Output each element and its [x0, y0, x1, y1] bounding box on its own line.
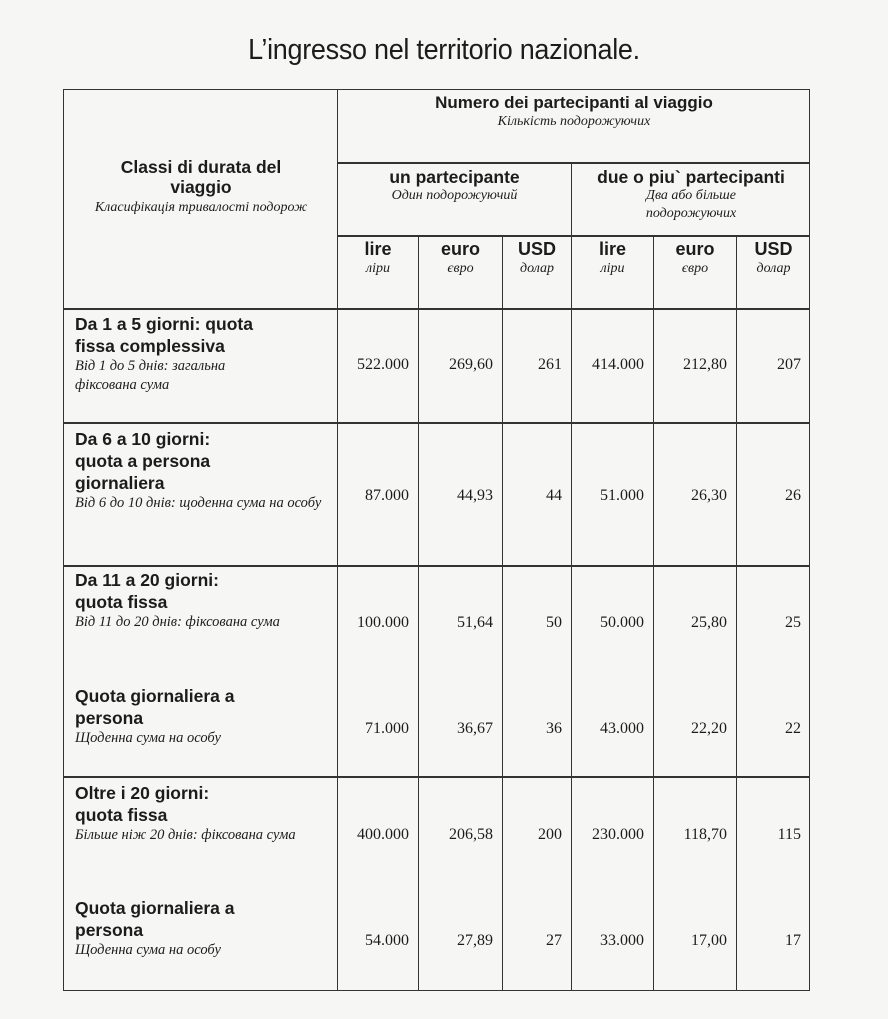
currency-label-uk: ліри	[366, 261, 390, 276]
column-divider	[653, 235, 654, 991]
value-cell: 25	[785, 614, 801, 631]
column-divider	[736, 235, 737, 991]
currency-header	[419, 238, 502, 278]
value-cell: 51,64	[457, 614, 493, 631]
value-cell: 212,80	[683, 356, 727, 373]
row-label-it: Da 1 a 5 giorni: quota fissa complessiva	[75, 314, 253, 356]
value-cell: 22	[785, 720, 801, 737]
row-label-it: Da 11 a 20 giorni: quota fissa	[75, 570, 219, 612]
value-cell: 87.000	[365, 487, 409, 504]
value-cell: 261	[538, 356, 562, 373]
currency-header	[338, 238, 418, 278]
value-cell: 71.000	[365, 720, 409, 737]
row-label-header-it: Classi di durata del viaggio	[120, 157, 282, 197]
row-divider	[337, 235, 810, 237]
currency-label-uk: долар	[756, 261, 791, 276]
value-cell: 50	[546, 614, 562, 631]
row-divider	[63, 422, 810, 424]
currency-header	[737, 238, 810, 278]
row-divider	[63, 776, 810, 778]
currency-label-it: USD	[517, 239, 556, 259]
row-divider	[337, 162, 810, 164]
currency-label-it: euro	[675, 239, 715, 259]
value-cell: 230.000	[592, 826, 644, 843]
subgroup-label-it: due o piu` partecipanti	[597, 167, 785, 187]
value-cell: 269,60	[449, 356, 493, 373]
currency-header	[654, 238, 736, 278]
column-divider	[502, 235, 503, 991]
value-cell: 26,30	[691, 487, 727, 504]
column-divider	[337, 89, 338, 991]
value-cell: 25,80	[691, 614, 727, 631]
value-cell: 118,70	[683, 826, 727, 843]
row-divider	[63, 308, 810, 310]
row-label	[75, 897, 335, 960]
row-label-it: Quota giornaliera a persona	[75, 898, 235, 940]
value-cell: 27	[546, 932, 562, 949]
value-cell: 43.000	[600, 720, 644, 737]
value-cell: 206,58	[449, 826, 493, 843]
subgroup-label-uk: Два або більше подорожуючих	[645, 188, 737, 221]
page-title: L’ingresso nel territorio nazionale.	[248, 34, 640, 66]
currency-label-it: lire	[598, 239, 627, 259]
subgroup-two-or-more	[572, 167, 810, 223]
value-cell: 522.000	[357, 356, 409, 373]
value-cell: 44	[546, 487, 562, 504]
column-divider	[418, 235, 419, 991]
value-cell: 36,67	[457, 720, 493, 737]
value-cell: 26	[785, 487, 801, 504]
currency-header	[503, 238, 571, 278]
participants-header	[338, 93, 810, 131]
value-cell: 33.000	[600, 932, 644, 949]
value-cell: 50.000	[600, 614, 644, 631]
value-cell: 100.000	[357, 614, 409, 631]
row-label	[75, 782, 335, 845]
value-cell: 200	[538, 826, 562, 843]
currency-label-uk: ліри	[600, 261, 625, 276]
value-cell: 207	[777, 356, 801, 373]
row-label	[75, 685, 335, 748]
value-cell: 414.000	[592, 356, 644, 373]
row-label-header	[66, 157, 336, 217]
currency-label-it: euro	[440, 239, 480, 259]
value-cell: 51.000	[600, 487, 644, 504]
subgroup-one-participant	[338, 167, 571, 205]
row-label-header-uk: Класифікація тривалості подорож	[94, 200, 308, 215]
currency-label-it: USD	[754, 239, 793, 259]
row-label-uk: Від 11 до 20 днів: фіксована сума	[75, 614, 280, 630]
row-label	[75, 569, 335, 632]
value-cell: 54.000	[365, 932, 409, 949]
value-cell: 400.000	[357, 826, 409, 843]
row-label-uk: Від 1 до 5 днів: загальна фіксована сума	[75, 358, 226, 393]
row-label-uk: Щоденна сума на особу	[75, 730, 221, 746]
value-cell: 17	[785, 932, 801, 949]
currency-label-uk: євро	[447, 261, 474, 276]
value-cell: 115	[777, 826, 801, 843]
subgroup-label-uk: Один подорожуючий	[391, 188, 518, 203]
value-cell: 27,89	[457, 932, 493, 949]
row-label	[75, 428, 335, 513]
currency-header	[572, 238, 653, 278]
value-cell: 44,93	[457, 487, 493, 504]
row-label-uk: Щоденна сума на особу	[75, 942, 221, 958]
row-label-uk: Більше ніж 20 днів: фіксована сума	[75, 827, 296, 843]
row-divider	[63, 565, 810, 567]
currency-label-uk: євро	[681, 261, 709, 276]
value-cell: 22,20	[691, 720, 727, 737]
participants-header-it: Numero dei partecipanti al viaggio	[435, 93, 713, 112]
value-cell: 17,00	[691, 932, 727, 949]
row-label-uk: Від 6 до 10 днів: щоденна сума на особу	[75, 495, 322, 511]
currency-label-uk: долар	[519, 261, 554, 276]
rates-table	[63, 89, 810, 991]
subgroup-label-it: un partecipante	[389, 167, 520, 187]
row-label-it: Oltre i 20 giorni: quota fissa	[75, 783, 210, 825]
participants-header-uk: Кількість подорожуючих	[497, 114, 651, 129]
row-label	[75, 313, 335, 395]
row-label-it: Da 6 a 10 giorni: quota a persona giornaliera	[75, 429, 211, 493]
row-label-it: Quota giornaliera a persona	[75, 686, 235, 728]
value-cell: 36	[546, 720, 562, 737]
column-divider	[571, 162, 572, 991]
currency-label-it: lire	[364, 239, 392, 259]
